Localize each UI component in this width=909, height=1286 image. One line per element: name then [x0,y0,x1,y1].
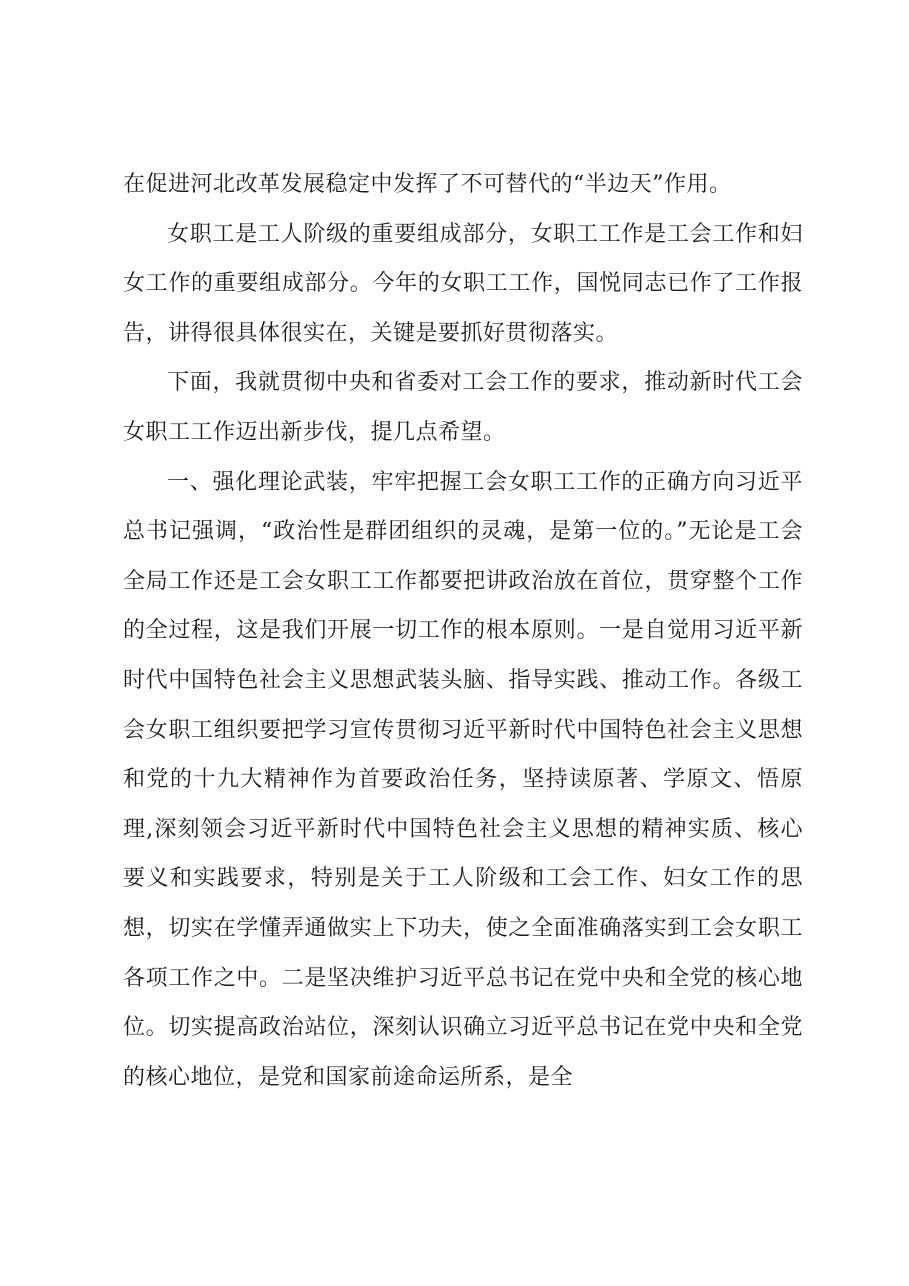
body-text [123,160,803,1102]
paragraph-theory-armament: 一、强化理论武装，牢牢把握工会女职工工作的正确方向习近平总书记强调，“政治性是群团组织的灵魂，是第一位的。”无论是工会全局工作还是工会女职工工作都要把讲政治放在首位，贯穿整个工作的全过程，这是我们开展一切工作的根本原则。一是自觉用习近平新时代中国特色社会主义思想武装头脑、指导实践、推动工作。各级工会女职工组织要把学习宣传贯彻习近平新时代中国特色社会主义思想和党的十九大精神作为首要政治任务，坚持读原著、学原文、悟原理,深刻领会习近平新时代中国特色社会主义思想的精神实质、核心要义和实践要求，特别是关于工人阶级和工会工作、妇女工作的思想，切实在学懂弄通做实上下功夫，使之全面准确落实到工会女职工各项工作之中。二是坚决维护习近平总书记在党中央和全党的核心地位。切实提高政治站位，深刻认识确立习近平总书记在党中央和全党的核心地位，是党和国家前途命运所系，是全 [123,469,803,1090]
paragraph-hopes: 下面，我就贯彻中央和省委对工会工作的要求，推动新时代工会女职工工作迈出新步伐，提几点希望。 [123,370,803,445]
paragraph-continuation: 在促进河北改革发展稳定中发挥了不可替代的“半边天”作用。 [123,172,732,197]
paragraph-female-workers: 女职工是工人阶级的重要组成部分，女职工工作是工会工作和妇女工作的重要组成部分。今年的女职工工作，国悦同志已作了工作报告，讲得很具体很实在，关键是要抓好贯彻落实。 [123,221,803,346]
